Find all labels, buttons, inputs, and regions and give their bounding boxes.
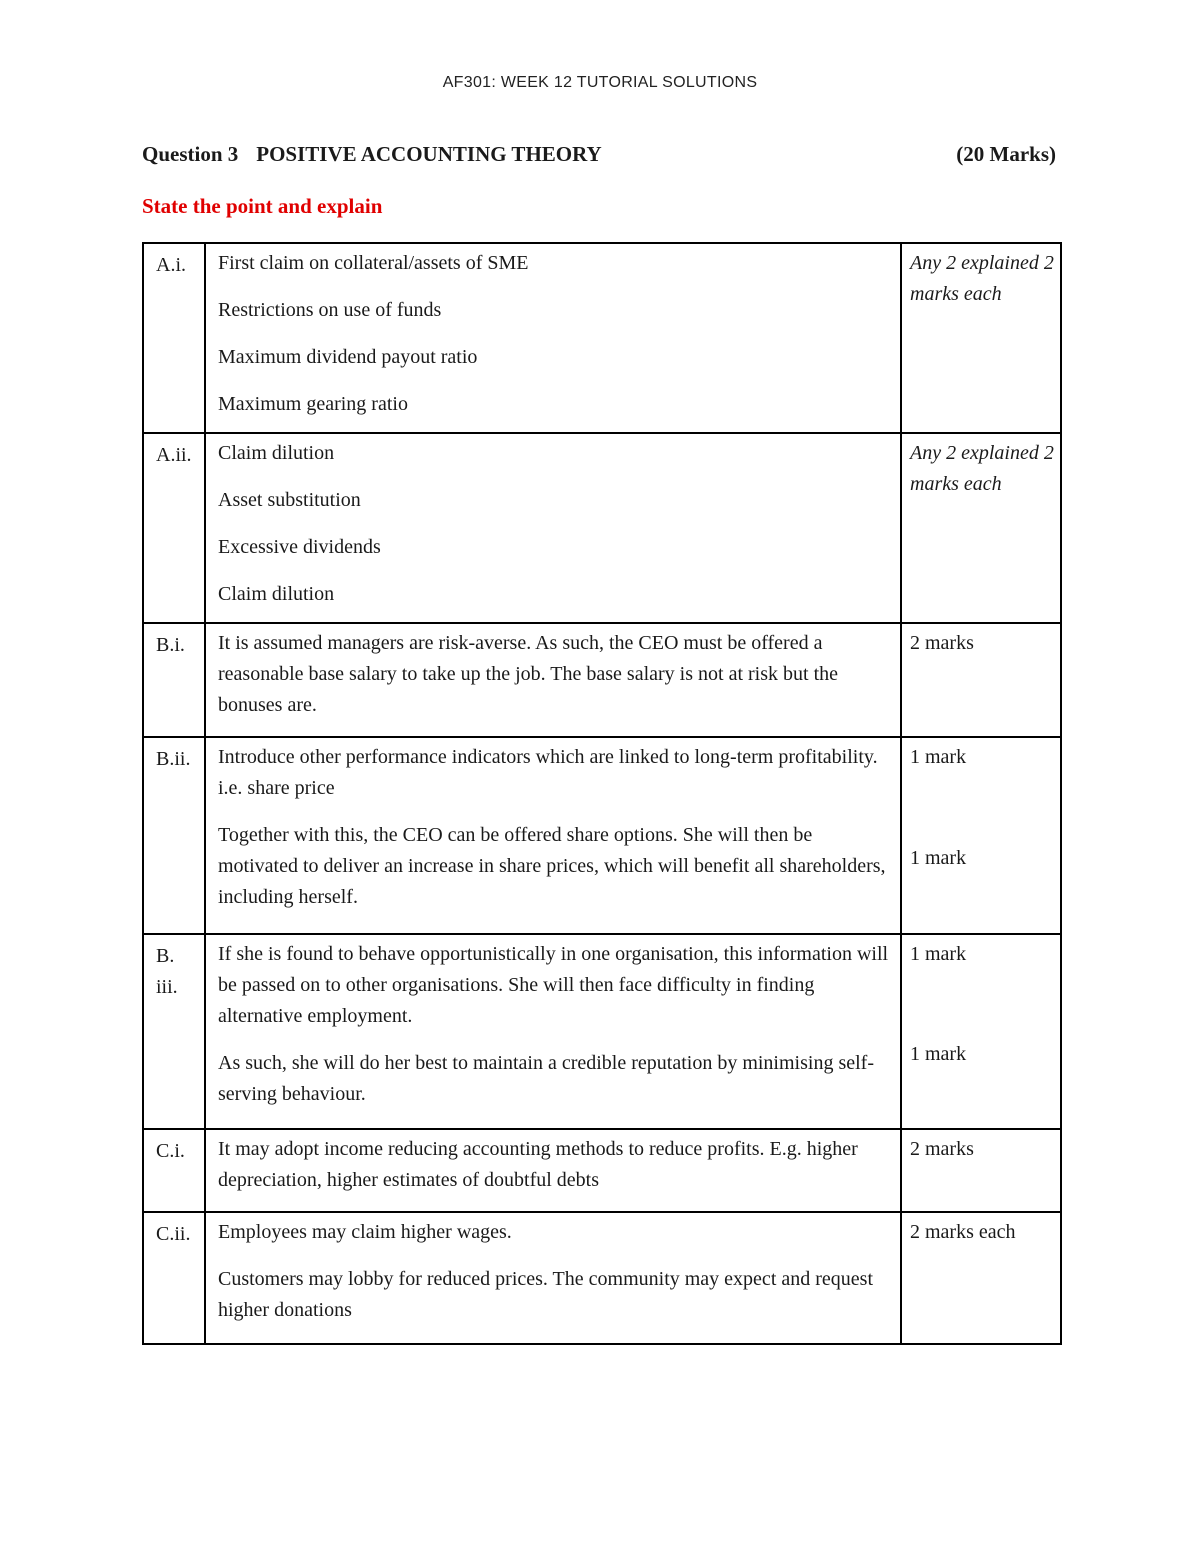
row-marks xyxy=(901,934,1061,1129)
row-content xyxy=(205,1212,901,1344)
question-title-group xyxy=(142,142,620,167)
table-row xyxy=(143,623,1061,737)
row-label-line: B. xyxy=(156,945,175,967)
question-heading xyxy=(142,142,1056,167)
row-content xyxy=(205,433,901,623)
row-marks: 2 marks xyxy=(901,623,1061,737)
instruction-text: State the point and explain xyxy=(142,194,383,218)
content-line: Maximum gearing ratio xyxy=(218,393,408,415)
table-row xyxy=(143,1129,1061,1212)
question-title: POSITIVE ACCOUNTING THEORY xyxy=(256,142,602,166)
mark-item: 1 mark xyxy=(910,746,967,768)
row-label: C.i. xyxy=(143,1129,205,1212)
table-row xyxy=(143,433,1061,623)
row-marks xyxy=(901,737,1061,934)
row-content xyxy=(205,1129,901,1212)
spacer xyxy=(910,970,1054,1039)
table-row xyxy=(143,934,1061,1129)
row-label: A.i. xyxy=(143,243,205,433)
content-line: First claim on collateral/assets of SME xyxy=(218,252,529,274)
page-header: AF301: WEEK 12 TUTORIAL SOLUTIONS xyxy=(442,74,758,91)
row-content xyxy=(205,934,901,1129)
row-label: B.ii. xyxy=(143,737,205,934)
spacer xyxy=(910,773,1054,843)
mark-item: 1 mark xyxy=(910,847,967,869)
row-marks: 2 marks each xyxy=(901,1212,1061,1344)
content-line: Excessive dividends xyxy=(218,536,381,558)
content-line: Maximum dividend payout ratio xyxy=(218,346,478,368)
row-content xyxy=(205,737,901,934)
content-line: It is assumed managers are risk-averse. As such, the CEO must be offered a reasonable base salary to take up the job. The base salary is not at risk but the bonuses are. xyxy=(218,632,838,716)
table-row xyxy=(143,737,1061,934)
mark-item: 1 mark xyxy=(910,943,967,965)
row-marks: Any 2 explained 2 marks each xyxy=(901,243,1061,433)
content-line: Restrictions on use of funds xyxy=(218,299,442,321)
row-content xyxy=(205,623,901,737)
content-line: Customers may lobby for reduced prices. The community may expect and request higher donations xyxy=(218,1268,873,1321)
row-marks: 2 marks xyxy=(901,1129,1061,1212)
content-line: It may adopt income reducing accounting methods to reduce profits. E.g. higher depreciation, higher estimates of doubtful debts xyxy=(218,1138,858,1191)
content-line: Asset substitution xyxy=(218,489,361,511)
content-line: Employees may claim higher wages. xyxy=(218,1221,512,1243)
mark-item: 1 mark xyxy=(910,1043,967,1065)
content-line: Claim dilution xyxy=(218,583,335,605)
row-label: C.ii. xyxy=(143,1212,205,1344)
content-line: If she is found to behave opportunistically in one organisation, this information will be passed on to other organisations. She will then face difficulty in finding alternative employment. xyxy=(218,943,889,1027)
row-label xyxy=(143,934,205,1129)
table-row xyxy=(143,1212,1061,1344)
row-content xyxy=(205,243,901,433)
content-line: Claim dilution xyxy=(218,442,335,464)
question-number: Question 3 xyxy=(142,142,239,166)
content-line: Together with this, the CEO can be offered share options. She will then be motivated to deliver an increase in share prices, which will benefit all shareholders, including herself. xyxy=(218,824,886,908)
row-label: A.ii. xyxy=(143,433,205,623)
table-row xyxy=(143,243,1061,433)
content-line: As such, she will do her best to maintain a credible reputation by minimising self-serving behaviour. xyxy=(218,1052,874,1105)
question-marks: (20 Marks) xyxy=(956,142,1056,166)
row-label-line: iii. xyxy=(156,976,178,998)
content-line: Introduce other performance indicators which are linked to long-term profitability. i.e. share price xyxy=(218,746,878,799)
row-marks: Any 2 explained 2 marks each xyxy=(901,433,1061,623)
solutions-table xyxy=(142,242,1062,1345)
row-label: B.i. xyxy=(143,623,205,737)
